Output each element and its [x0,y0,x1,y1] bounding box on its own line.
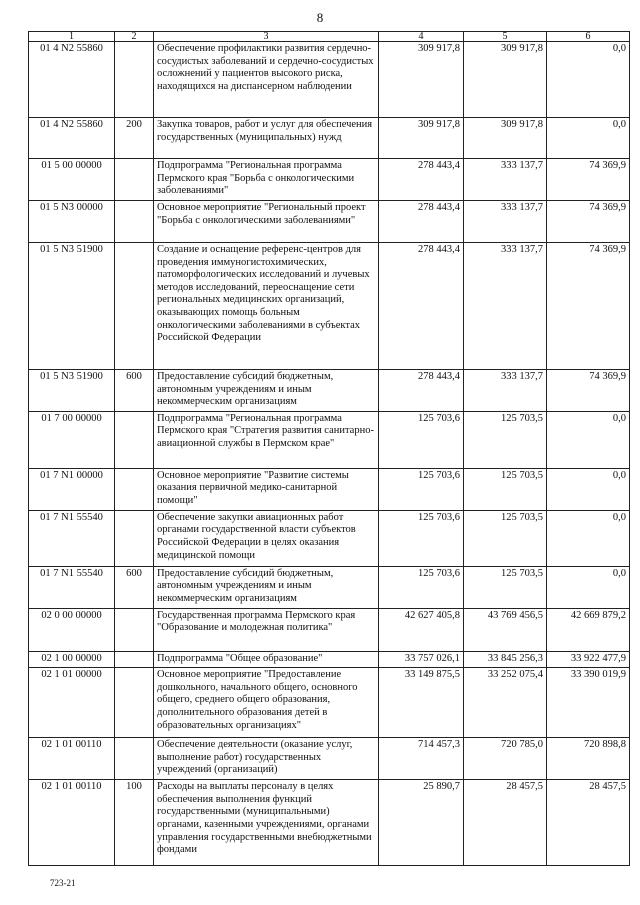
row-expense-type [115,201,154,243]
table-row [29,510,630,566]
header-col-3: 3 [154,32,379,42]
row-amount-1: 278 443,4 [379,201,464,243]
row-amount-1: 125 703,6 [379,510,464,566]
document-footer-code: 723-21 [50,878,76,888]
row-amount-3: 0,0 [547,510,630,566]
row-amount-2: 333 137,7 [464,201,547,243]
row-expense-type [115,411,154,468]
row-amount-1: 125 703,6 [379,411,464,468]
table-row [29,42,630,118]
row-code: 01 4 N2 55860 [29,42,115,118]
row-amount-3: 74 369,9 [547,159,630,201]
row-amount-1: 278 443,4 [379,159,464,201]
row-amount-2: 125 703,5 [464,510,547,566]
row-amount-3: 0,0 [547,42,630,118]
header-col-1: 1 [29,32,115,42]
row-amount-1: 714 457,3 [379,738,464,780]
row-amount-3: 33 922 477,9 [547,651,630,668]
row-amount-3: 74 369,9 [547,243,630,370]
row-amount-3: 33 390 019,9 [547,668,630,738]
row-amount-3: 0,0 [547,468,630,510]
row-amount-2: 309 917,8 [464,118,547,159]
row-expense-type [115,668,154,738]
row-code: 01 5 00 00000 [29,159,115,201]
table-row [29,243,630,370]
row-name: Обеспечение закупки авиационных работ органами государственной власти субъектов Российской Федерации в целях оказания медицинской помощи [154,510,379,566]
table-row [29,370,630,412]
row-amount-1: 125 703,6 [379,566,464,608]
row-amount-2: 125 703,5 [464,411,547,468]
row-amount-3: 28 457,5 [547,780,630,866]
row-name: Создание и оснащение референс-центров для проведения иммуногистохимических, патоморфологических исследований и лучевых методов исследований, переоснащение сети региональных медицинских организаций, оказывающих помощь больным онкологическими заболеваниями в субъектах Российской Федерации [154,243,379,370]
row-code: 02 1 00 00000 [29,651,115,668]
row-name: Подпрограмма "Региональная программа Пермского края "Стратегия развития санитарно-авиационной службы в Пермском крае" [154,411,379,468]
row-name: Предоставление субсидий бюджетным, автономным учреждениям и иным некоммерческим организациям [154,566,379,608]
row-code: 02 1 01 00110 [29,780,115,866]
row-expense-type [115,42,154,118]
row-amount-1: 33 757 026,1 [379,651,464,668]
row-code: 02 0 00 00000 [29,608,115,651]
row-code: 01 7 N1 55540 [29,510,115,566]
row-name: Основное мероприятие "Предоставление дошкольного, начального общего, основного общего, среднего общего образования, дополнительного образования детей в образовательных организациях" [154,668,379,738]
table-row [29,651,630,668]
row-amount-3: 0,0 [547,566,630,608]
row-name: Обеспечение профилактики развития сердечно-сосудистых заболеваний и сердечно-сосудистых осложнений у пациентов высокого риска, находящихся на диспансерном наблюдении [154,42,379,118]
row-name: Подпрограмма "Общее образование" [154,651,379,668]
table-row [29,780,630,866]
row-expense-type [115,608,154,651]
row-expense-type [115,468,154,510]
header-col-4: 4 [379,32,464,42]
row-amount-3: 0,0 [547,411,630,468]
row-code: 01 7 N1 00000 [29,468,115,510]
row-amount-2: 333 137,7 [464,243,547,370]
row-amount-1: 125 703,6 [379,468,464,510]
table-row [29,118,630,159]
row-code: 01 7 00 00000 [29,411,115,468]
header-col-6: 6 [547,32,630,42]
row-amount-2: 125 703,5 [464,468,547,510]
row-amount-2: 333 137,7 [464,159,547,201]
row-amount-3: 42 669 879,2 [547,608,630,651]
row-expense-type [115,159,154,201]
row-amount-1: 42 627 405,8 [379,608,464,651]
table-row [29,468,630,510]
row-code: 01 4 N2 55860 [29,118,115,159]
row-name: Основное мероприятие "Региональный проект "Борьба с онкологическими заболеваниями" [154,201,379,243]
row-amount-3: 74 369,9 [547,370,630,412]
row-amount-2: 125 703,5 [464,566,547,608]
row-amount-2: 720 785,0 [464,738,547,780]
row-expense-type [115,243,154,370]
row-name: Обеспечение деятельности (оказание услуг, выполнение работ) государственных учреждений (организаций) [154,738,379,780]
header-row [29,32,630,42]
row-code: 01 5 N3 00000 [29,201,115,243]
row-expense-type [115,510,154,566]
row-expense-type [115,651,154,668]
row-amount-1: 25 890,7 [379,780,464,866]
row-amount-2: 333 137,7 [464,370,547,412]
table-row [29,738,630,780]
header-col-5: 5 [464,32,547,42]
row-amount-2: 33 252 075,4 [464,668,547,738]
table-row [29,159,630,201]
row-amount-2: 28 457,5 [464,780,547,866]
table-row [29,668,630,738]
table-row [29,411,630,468]
row-expense-type [115,738,154,780]
row-name: Предоставление субсидий бюджетным, автономным учреждениям и иным некоммерческим организациям [154,370,379,412]
row-expense-type: 600 [115,370,154,412]
row-code: 02 1 01 00000 [29,668,115,738]
row-amount-2: 33 845 256,3 [464,651,547,668]
budget-table [28,31,630,866]
row-code: 01 7 N1 55540 [29,566,115,608]
row-amount-3: 720 898,8 [547,738,630,780]
table-row [29,566,630,608]
row-amount-2: 43 769 456,5 [464,608,547,651]
row-expense-type: 200 [115,118,154,159]
row-amount-1: 278 443,4 [379,243,464,370]
row-amount-1: 278 443,4 [379,370,464,412]
page-number: 8 [316,10,324,25]
row-expense-type: 100 [115,780,154,866]
row-code: 02 1 01 00110 [29,738,115,780]
row-amount-2: 309 917,8 [464,42,547,118]
row-code: 01 5 N3 51900 [29,243,115,370]
row-name: Государственная программа Пермского края "Образование и молодежная политика" [154,608,379,651]
row-name: Подпрограмма "Региональная программа Пермского края "Борьба с онкологическими заболеваниями" [154,159,379,201]
row-amount-3: 74 369,9 [547,201,630,243]
table-row [29,608,630,651]
row-code: 01 5 N3 51900 [29,370,115,412]
row-name: Закупка товаров, работ и услуг для обеспечения государственных (муниципальных) нужд [154,118,379,159]
row-amount-1: 309 917,8 [379,42,464,118]
row-amount-3: 0,0 [547,118,630,159]
row-name: Расходы на выплаты персоналу в целях обеспечения выполнения функций государственными (муниципальными) органами, казенными учреждениями, органами управления государственными внебюджетными фондами [154,780,379,866]
row-amount-1: 33 149 875,5 [379,668,464,738]
header-col-2: 2 [115,32,154,42]
table-row [29,201,630,243]
row-amount-1: 309 917,8 [379,118,464,159]
row-name: Основное мероприятие "Развитие системы оказания первичной медико-санитарной помощи" [154,468,379,510]
row-expense-type: 600 [115,566,154,608]
